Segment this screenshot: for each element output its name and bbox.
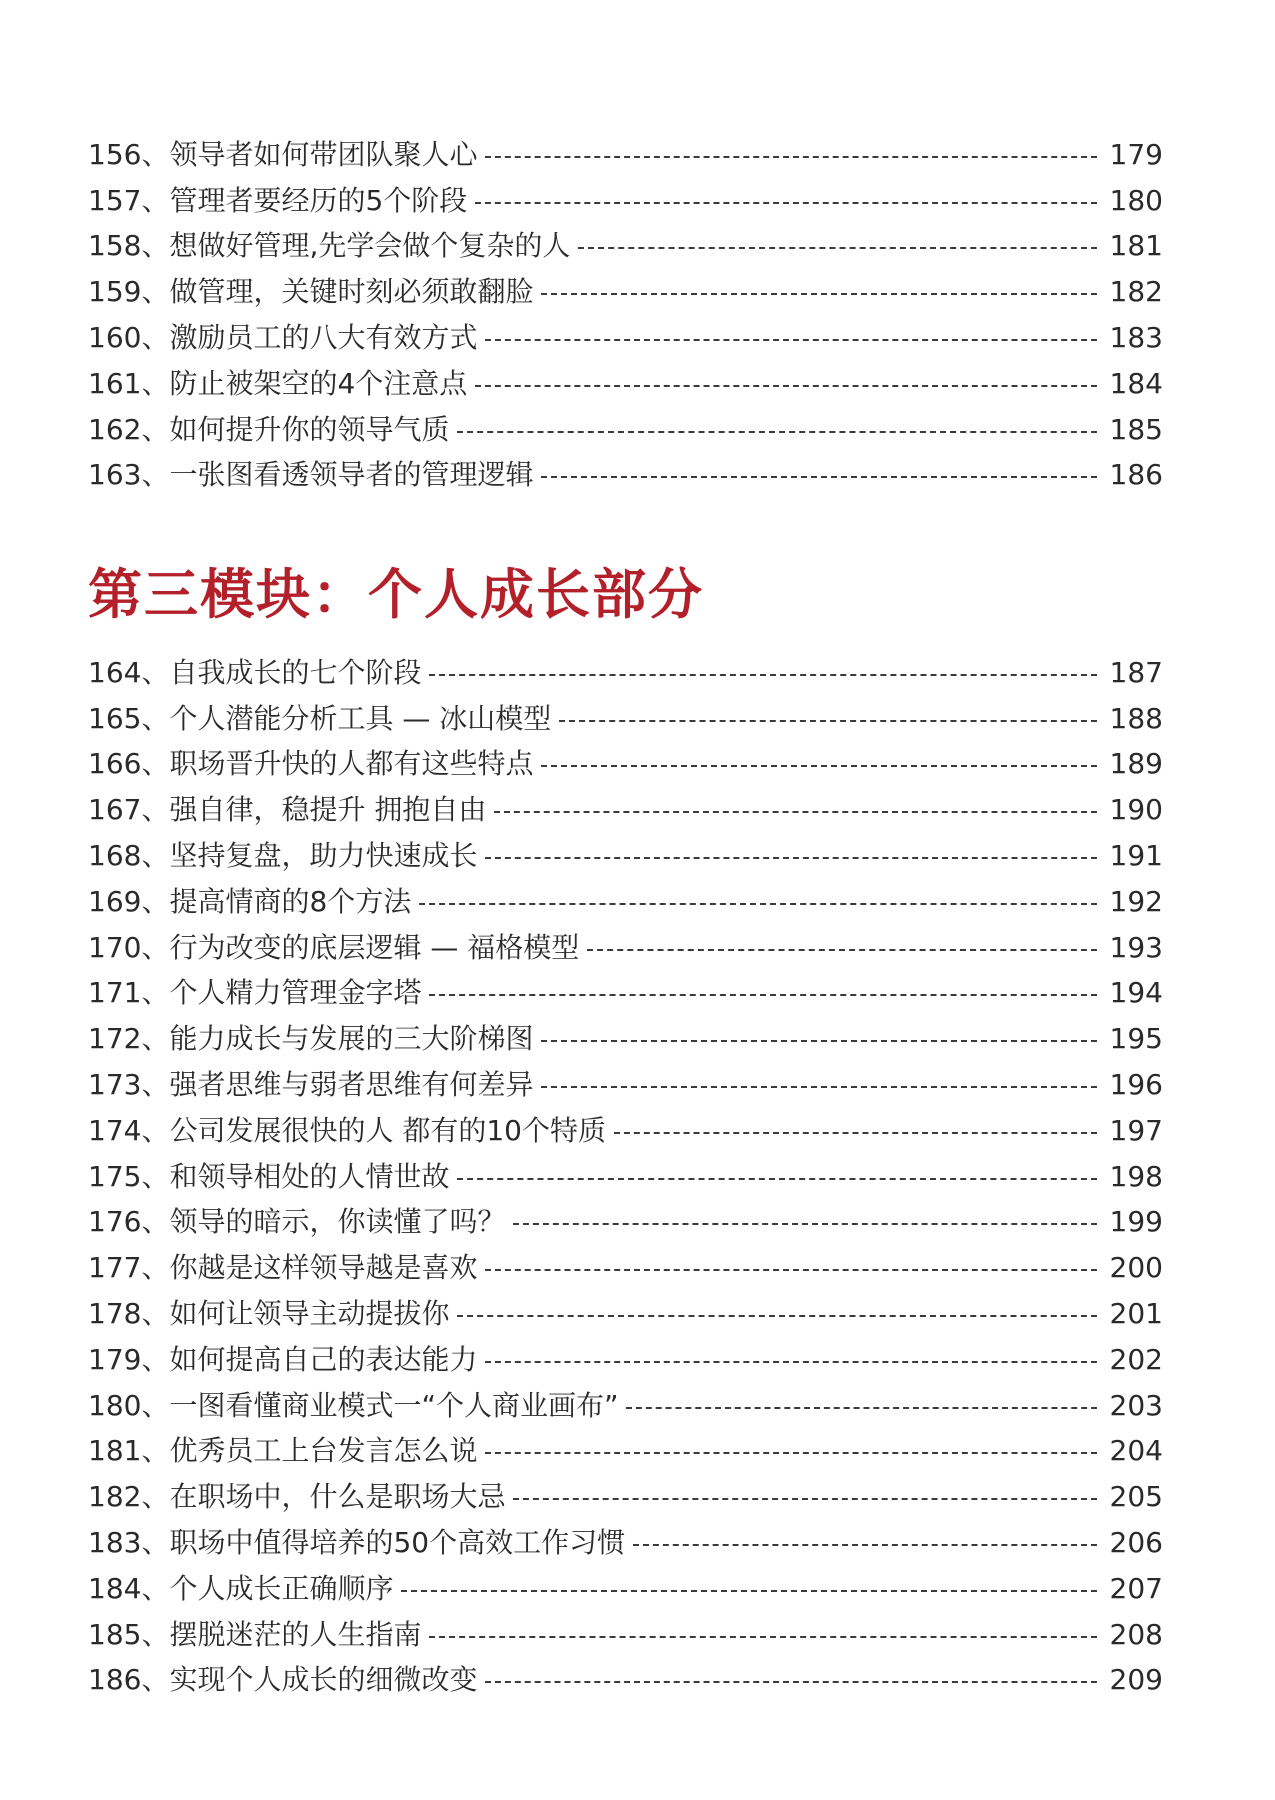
toc-entry-title: 在职场中，什么是职场大忌: [169, 1480, 506, 1514]
toc-entry-number: 171: [88, 976, 142, 1010]
toc-entry-separator: 、: [141, 884, 170, 918]
toc-entry-page: 205: [1109, 1480, 1163, 1514]
toc-dotted-leader: [429, 1636, 1097, 1638]
toc-entry-title: 自我成长的七个阶段: [169, 655, 422, 689]
toc-entry-separator: 、: [141, 1251, 170, 1285]
toc-entry-number: 161: [88, 366, 142, 400]
toc-entry-title: 如何让领导主动提拔你: [169, 1297, 450, 1331]
toc-dotted-leader: [429, 674, 1097, 676]
toc-entry-separator: 、: [141, 366, 170, 400]
toc-entry-separator: 、: [141, 1571, 170, 1605]
toc-entry-separator: 、: [141, 1205, 170, 1239]
toc-entry-separator: 、: [141, 1663, 170, 1697]
toc-entry-separator: 、: [141, 930, 170, 964]
toc-entry-number: 172: [88, 1022, 142, 1056]
toc-entry[interactable]: [88, 1291, 1163, 1337]
toc-entry[interactable]: [88, 1245, 1163, 1291]
toc-entry-number: 184: [88, 1571, 142, 1605]
toc-entry-separator: 、: [141, 1617, 170, 1651]
toc-entry-page: 209: [1109, 1663, 1163, 1697]
toc-entry-separator: 、: [141, 1434, 170, 1468]
toc-dotted-leader: [485, 1681, 1097, 1683]
toc-entry[interactable]: [88, 925, 1163, 971]
toc-entry[interactable]: [88, 1612, 1163, 1658]
toc-entry-number: 167: [88, 793, 142, 827]
toc-entry-number: 158: [88, 229, 142, 263]
toc-entry-page: 184: [1109, 366, 1163, 400]
toc-entry-title: 行为改变的底层逻辑 — 福格模型: [169, 930, 580, 964]
toc-dotted-leader: [541, 1040, 1097, 1042]
toc-dotted-leader: [429, 994, 1097, 996]
toc-dotted-leader: [578, 247, 1097, 249]
toc-entry-page: 186: [1109, 458, 1163, 492]
toc-entry-title: 个人潜能分析工具 — 冰山模型: [169, 701, 552, 735]
toc-entry-separator: 、: [141, 458, 170, 492]
toc-entry[interactable]: [88, 361, 1163, 407]
toc-dotted-leader: [541, 476, 1097, 478]
toc-dotted-leader: [513, 1498, 1097, 1500]
toc-entry-separator: 、: [141, 229, 170, 263]
toc-entry-number: 157: [88, 183, 142, 217]
toc-entry-title: 个人精力管理金字塔: [169, 976, 422, 1010]
toc-dotted-leader: [419, 903, 1097, 905]
toc-entry[interactable]: [88, 178, 1163, 224]
toc-entry-separator: 、: [141, 839, 170, 873]
section-heading: 第三模块：个人成长部分: [88, 563, 704, 626]
toc-entry-title: 和领导相处的人情世故: [169, 1159, 450, 1193]
toc-entry[interactable]: [88, 696, 1163, 742]
toc-entry-number: 163: [88, 458, 142, 492]
toc-entry-number: 168: [88, 839, 142, 873]
toc-entry-number: 156: [88, 137, 142, 171]
toc-dotted-leader: [485, 339, 1097, 341]
toc-entry-number: 170: [88, 930, 142, 964]
toc-entry-page: 200: [1109, 1251, 1163, 1285]
toc-dotted-leader: [614, 1132, 1097, 1134]
toc-entry-page: 197: [1109, 1113, 1163, 1147]
toc-entry-separator: 、: [141, 137, 170, 171]
toc-entry-separator: 、: [141, 655, 170, 689]
toc-entry-title: 一图看懂商业模式一“个人商业画布”: [169, 1388, 619, 1422]
toc-entry-number: 165: [88, 701, 142, 735]
toc-entry-title: 职场晋升快的人都有这些特点: [169, 747, 534, 781]
toc-entry-page: 201: [1109, 1297, 1163, 1331]
toc-entry-title: 管理者要经历的5个阶段: [169, 183, 468, 217]
toc-entry-number: 186: [88, 1663, 142, 1697]
toc-entry-separator: 、: [141, 1526, 170, 1560]
toc-entry[interactable]: [88, 879, 1163, 925]
toc-entry[interactable]: [88, 224, 1163, 270]
toc-entry[interactable]: [88, 132, 1163, 178]
toc-entry-page: 182: [1109, 275, 1163, 309]
toc-entry[interactable]: [88, 1154, 1163, 1200]
toc-entry-number: 178: [88, 1297, 142, 1331]
toc-entry-number: 183: [88, 1526, 142, 1560]
toc-entry-number: 182: [88, 1480, 142, 1514]
toc-dotted-leader: [485, 1361, 1097, 1363]
toc-entry-separator: 、: [141, 321, 170, 355]
toc-entry-separator: 、: [141, 1388, 170, 1422]
toc-dotted-leader: [485, 1452, 1097, 1454]
toc-entry[interactable]: [88, 1108, 1163, 1154]
toc-entry[interactable]: [88, 1474, 1163, 1520]
toc-entry-title: 提高情商的8个方法: [169, 884, 412, 918]
toc-entry[interactable]: [88, 1337, 1163, 1383]
toc-entry-title: 能力成长与发展的三大阶梯图: [169, 1022, 534, 1056]
toc-dotted-leader: [401, 1590, 1097, 1592]
toc-dotted-leader: [494, 811, 1097, 813]
toc-entry-page: 185: [1109, 412, 1163, 446]
toc-entry[interactable]: [88, 1200, 1163, 1246]
toc-entry[interactable]: [88, 269, 1163, 315]
toc-entry-title: 实现个人成长的细微改变: [169, 1663, 478, 1697]
toc-entry-page: 196: [1109, 1068, 1163, 1102]
toc-entry-number: 175: [88, 1159, 142, 1193]
toc-entry-title: 你越是这样领导越是喜欢: [169, 1251, 478, 1285]
toc-list-part2: [88, 650, 1163, 1703]
toc-entry-title: 如何提高自己的表达能力: [169, 1342, 478, 1376]
toc-entry-separator: 、: [141, 412, 170, 446]
toc-entry-number: 169: [88, 884, 142, 918]
toc-dotted-leader: [475, 385, 1097, 387]
toc-entry-page: 192: [1109, 884, 1163, 918]
toc-entry-separator: 、: [141, 1342, 170, 1376]
toc-entry[interactable]: [88, 453, 1163, 499]
toc-dotted-leader: [559, 720, 1097, 722]
toc-entry-number: 159: [88, 275, 142, 309]
toc-entry-page: 190: [1109, 793, 1163, 827]
toc-entry-title: 如何提升你的领导气质: [169, 412, 450, 446]
toc-entry-title: 领导的暗示，你读懂了吗？: [169, 1205, 506, 1239]
toc-dotted-leader: [626, 1407, 1097, 1409]
toc-dotted-leader: [633, 1544, 1097, 1546]
toc-entry[interactable]: [88, 833, 1163, 879]
toc-entry-separator: 、: [141, 747, 170, 781]
toc-entry-page: 188: [1109, 701, 1163, 735]
toc-entry-separator: 、: [141, 1297, 170, 1331]
toc-entry-number: 173: [88, 1068, 142, 1102]
toc-entry-page: 204: [1109, 1434, 1163, 1468]
toc-entry-page: 181: [1109, 229, 1163, 263]
toc-entry-title: 职场中值得培养的50个高效工作习惯: [169, 1526, 626, 1560]
toc-entry[interactable]: [88, 742, 1163, 788]
toc-dotted-leader: [485, 156, 1097, 158]
toc-entry-separator: 、: [141, 1113, 170, 1147]
toc-entry-separator: 、: [141, 1068, 170, 1102]
toc-entry[interactable]: [88, 787, 1163, 833]
toc-entry-page: 203: [1109, 1388, 1163, 1422]
toc-entry[interactable]: [88, 315, 1163, 361]
toc-entry-title: 优秀员工上台发言怎么说: [169, 1434, 478, 1468]
toc-entry-number: 177: [88, 1251, 142, 1285]
toc-entry-title: 想做好管理,先学会做个复杂的人: [169, 229, 571, 263]
toc-list-part1: [88, 132, 1163, 498]
toc-entry-page: 207: [1109, 1571, 1163, 1605]
toc-dotted-leader: [541, 293, 1097, 295]
toc-entry-title: 防止被架空的4个注意点: [169, 366, 468, 400]
toc-entry-number: 166: [88, 747, 142, 781]
toc-entry-separator: 、: [141, 1022, 170, 1056]
toc-entry-page: 198: [1109, 1159, 1163, 1193]
toc-entry[interactable]: [88, 1566, 1163, 1612]
toc-dotted-leader: [457, 1315, 1097, 1317]
toc-entry[interactable]: [88, 1658, 1163, 1704]
toc-dotted-leader: [513, 1223, 1097, 1225]
toc-dotted-leader: [541, 1086, 1097, 1088]
toc-entry-page: 189: [1109, 747, 1163, 781]
toc-entry[interactable]: [88, 1062, 1163, 1108]
toc-entry-title: 做管理，关键时刻必须敢翻脸: [169, 275, 534, 309]
toc-entry-page: 183: [1109, 321, 1163, 355]
toc-entry[interactable]: [88, 650, 1163, 696]
toc-entry-title: 个人成长正确顺序: [169, 1571, 394, 1605]
toc-entry-separator: 、: [141, 1480, 170, 1514]
toc-entry[interactable]: [88, 407, 1163, 453]
toc-entry-separator: 、: [141, 275, 170, 309]
toc-dotted-leader: [541, 765, 1097, 767]
toc-entry-page: 206: [1109, 1526, 1163, 1560]
toc-entry[interactable]: [88, 1383, 1163, 1429]
toc-entry[interactable]: [88, 971, 1163, 1017]
toc-entry-page: 208: [1109, 1617, 1163, 1651]
toc-dotted-leader: [475, 202, 1097, 204]
toc-dotted-leader: [457, 431, 1097, 433]
toc-entry-separator: 、: [141, 976, 170, 1010]
toc-entry[interactable]: [88, 1016, 1163, 1062]
toc-entry-number: 179: [88, 1342, 142, 1376]
toc-entry-number: 160: [88, 321, 142, 355]
toc-dotted-leader: [485, 857, 1097, 859]
toc-entry-page: 179: [1109, 137, 1163, 171]
toc-entry-page: 194: [1109, 976, 1163, 1010]
toc-entry-number: 180: [88, 1388, 142, 1422]
toc-entry-page: 195: [1109, 1022, 1163, 1056]
toc-dotted-leader: [485, 1269, 1097, 1271]
toc-entry-title: 强自律，稳提升 拥抱自由: [169, 793, 487, 827]
toc-entry-number: 174: [88, 1113, 142, 1147]
toc-dotted-leader: [587, 949, 1097, 951]
toc-entry-title: 强者思维与弱者思维有何差异: [169, 1068, 534, 1102]
toc-entry-page: 193: [1109, 930, 1163, 964]
toc-entry-number: 185: [88, 1617, 142, 1651]
toc-entry-page: 191: [1109, 839, 1163, 873]
toc-entry-number: 162: [88, 412, 142, 446]
toc-entry[interactable]: [88, 1520, 1163, 1566]
toc-entry[interactable]: [88, 1429, 1163, 1475]
toc-entry-number: 176: [88, 1205, 142, 1239]
toc-dotted-leader: [457, 1178, 1097, 1180]
toc-entry-page: 180: [1109, 183, 1163, 217]
toc-entry-title: 领导者如何带团队聚人心: [169, 137, 478, 171]
toc-entry-separator: 、: [141, 701, 170, 735]
toc-entry-number: 164: [88, 655, 142, 689]
toc-entry-page: 202: [1109, 1342, 1163, 1376]
toc-entry-page: 199: [1109, 1205, 1163, 1239]
toc-entry-page: 187: [1109, 655, 1163, 689]
toc-entry-title: 摆脱迷茫的人生指南: [169, 1617, 422, 1651]
toc-entry-title: 坚持复盘，助力快速成长: [169, 839, 478, 873]
toc-entry-separator: 、: [141, 793, 170, 827]
toc-entry-number: 181: [88, 1434, 142, 1468]
toc-entry-title: 激励员工的八大有效方式: [169, 321, 478, 355]
toc-entry-separator: 、: [141, 1159, 170, 1193]
toc-entry-title: 公司发展很快的人 都有的10个特质: [169, 1113, 606, 1147]
toc-entry-title: 一张图看透领导者的管理逻辑: [169, 458, 534, 492]
toc-entry-separator: 、: [141, 183, 170, 217]
